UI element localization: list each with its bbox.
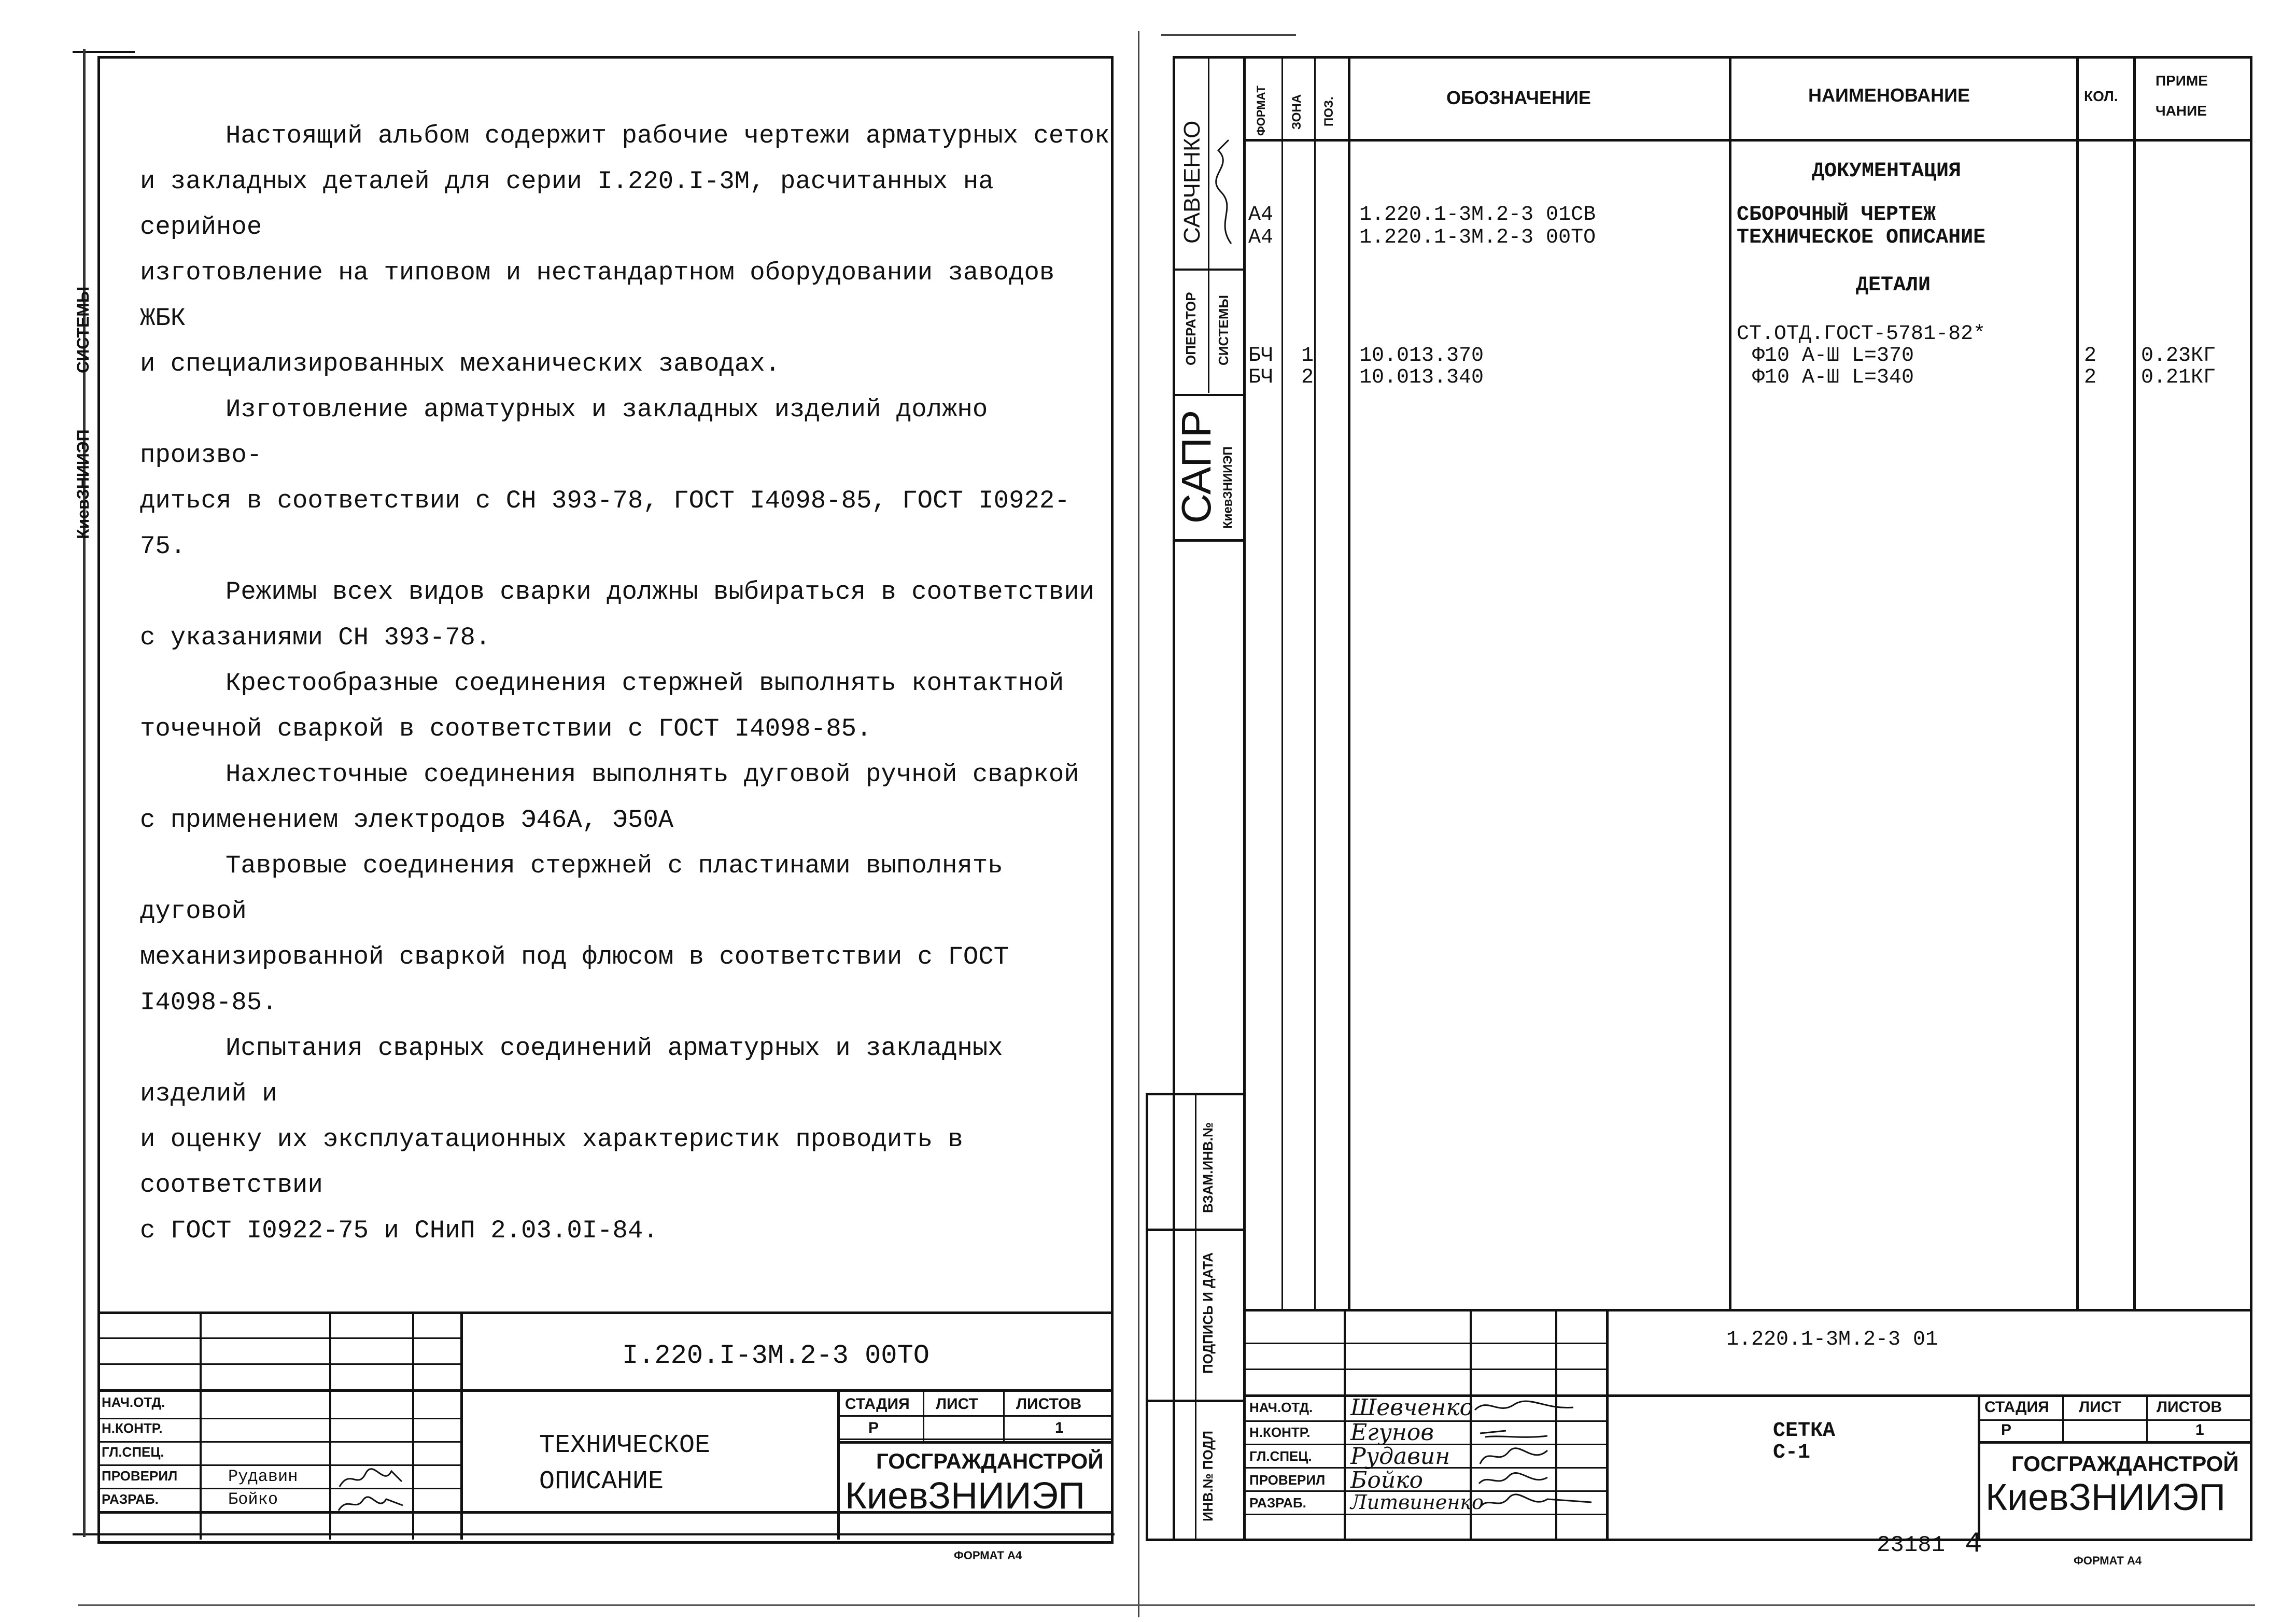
right-designation: 1.220.1-3М.2-3 01 [1726,1328,1938,1351]
left-format: ФОРМАТ А4 [954,1549,1022,1562]
hdr-note-1: ПРИМЕ [2156,73,2208,89]
spec-row-3-format: БЧ [1248,344,1274,368]
right-name-1: Шевченко [1350,1394,1474,1421]
spec-row-2-name: ТЕХНИЧЕСКОЕ ОПИСАНИЕ [1737,226,1986,249]
hdr-name: НАИМЕНОВАНИЕ [1808,84,1970,106]
left-designation: I.220.I-3М.2-3 00ТО [622,1341,929,1371]
hdr-qty: КОЛ. [2084,88,2118,104]
left-sheet-header: ЛИСТ [936,1395,978,1413]
spec-row-4-qty: 2 [2084,366,2097,389]
stamp-name: САВЧЕНКО [1179,120,1205,244]
spec-row-3-note: 0.23КГ [2141,344,2216,368]
right-role-5: РАЗРАБ. [1249,1495,1306,1511]
left-doc-title-2: ОПИСАНИЕ [539,1467,664,1497]
body-line: и оценку их эксплуатационных характеристик проводить в соответствии [140,1125,963,1200]
details-standard: СТ.ОТД.ГОСТ-5781-82* [1737,322,1986,346]
right-org-1: ГОСГРАЖДАНСТРОЙ [2011,1451,2239,1476]
spec-row-3-designation: 10.013.370 [1359,344,1484,368]
right-role-3: ГЛ.СПЕЦ. [1249,1448,1312,1464]
spec-row-4-pos: 2 [1301,366,1314,389]
stamp-system: СИСТЕМЫ [1216,295,1231,365]
body-line: Тавровые соединения стержней с пластинами выполнять дуговой [140,851,1003,926]
left-margin-word-2: СИСТЕМЫ [74,286,92,373]
spec-row-1-format: А4 [1248,203,1274,227]
right-signature-1 [1472,1394,1576,1419]
hdr-designation: ОБОЗНАЧЕНИЕ [1446,87,1591,108]
body-line: точечной сваркой в соответствии с ГОСТ I4098-85. [140,714,872,743]
right-sheet-frame [1173,56,2252,1541]
right-signature-5 [1475,1491,1594,1514]
right-stage: Р [2001,1421,2012,1438]
left-role-2: Н.КОНТР. [102,1420,163,1436]
right-signature-2 [1475,1420,1553,1443]
left-signature-rudavin [334,1466,407,1492]
right-role-1: НАЧ.ОТД. [1249,1400,1313,1415]
right-name-3: Рудавин [1350,1443,1450,1470]
stamp-inv-replace: ВЗАМ.ИНВ.№ [1200,1122,1216,1213]
body-line: диться в соответствии с СН 393-78, ГОСТ I4098-85, ГОСТ I0922-75. [140,486,1070,561]
right-role-2: Н.КОНТР. [1249,1424,1311,1440]
left-stage-header: СТАДИЯ [845,1395,910,1413]
body-line: Крестообразные соединения стержней выполнять контактной [226,669,1064,698]
left-org-1: ГОСГРАЖДАНСТРОЙ [876,1449,1104,1473]
body-line: механизированной сваркой под флюсом в соответствии с ГОСТ I4098-85. [140,942,1009,1017]
spec-row-2-designation: 1.220.1-3М.2-3 00ТО [1359,226,1596,249]
section-details: ДЕТАЛИ [1856,274,1931,297]
right-signature-4 [1475,1468,1553,1491]
left-stage: Р [868,1419,879,1436]
right-org-2: КиевЗНИИЭП [1985,1477,2225,1518]
right-stage-header: СТАДИЯ [1984,1399,2049,1416]
right-signature-3 [1475,1444,1553,1467]
spec-row-3-pos: 1 [1301,344,1314,368]
left-sheets: 1 [1055,1419,1064,1436]
right-sheet-header: ЛИСТ [2079,1399,2121,1416]
right-doc-title-2: С-1 [1773,1441,1811,1464]
body-line: с указаниями СН 393-78. [140,623,491,652]
stamp-org: КиевЗНИИЭП [1221,446,1235,529]
hdr-note-2: ЧАНИЕ [2156,103,2207,119]
left-doc-title-1: ТЕХНИЧЕСКОЕ [539,1431,711,1460]
body-line: Изготовление арматурных и закладных изделий должно произво- [140,395,988,470]
right-name-2: Егунов [1350,1419,1434,1446]
hdr-pos: ПОЗ. [1322,96,1336,126]
spec-row-1-name: СБОРОЧНЫЙ ЧЕРТЕЖ [1737,203,1936,227]
left-name-4: Рудавин [228,1467,298,1486]
left-role-3: ГЛ.СПЕЦ. [102,1444,164,1460]
page-number: 4 [1965,1527,1982,1560]
left-role-5: РАЗРАБ. [102,1491,159,1507]
spec-row-4-format: БЧ [1248,366,1274,389]
right-name-5: Литвиненко [1350,1491,1484,1514]
section-docs: ДОКУМЕНТАЦИЯ [1812,160,1962,183]
left-body-text [140,113,1115,1253]
right-name-4: Бойко [1350,1467,1423,1493]
body-line: и закладных деталей для серии I.220.I-3М, расчитанных на серийное [140,167,994,242]
body-line: Испытания сварных соединений арматурных и закладных изделий и [140,1034,1003,1108]
right-sheets-header: ЛИСТОВ [2157,1399,2222,1416]
stamp-sign-date: ПОДПИСЬ И ДАТА [1200,1252,1216,1374]
right-sheets: 1 [2195,1421,2204,1438]
body-line: с применением электродов Э46А, Э50А [140,806,674,835]
body-line: с ГОСТ I0922-75 и СНиП 2.03.0I-84. [140,1216,658,1245]
right-doc-title-1: СЕТКА [1773,1419,1836,1443]
stamp-signature [1210,135,1242,249]
body-line: Нахлесточные соединения выполнять дуговой ручной сваркой [226,760,1079,789]
right-role-4: ПРОВЕРИЛ [1249,1472,1326,1488]
left-signature-boyko [334,1491,407,1516]
left-role-4: ПРОВЕРИЛ [102,1468,178,1484]
spec-row-4-name: Ф10 А-Ш L=340 [1752,366,1914,389]
body-line: Настоящий альбом содержит рабочие чертежи арматурных сеток [226,121,1110,150]
left-org-2: КиевЗНИИЭП [845,1475,1085,1517]
left-role-1: НАЧ.ОТД. [102,1394,165,1410]
archive-number: 23181 [1877,1532,1946,1558]
body-line: Режимы всех видов сварки должны выбираться в соответствии [226,577,1095,607]
spec-row-2-format: А4 [1248,226,1274,249]
spec-row-3-name: Ф10 А-Ш L=370 [1752,344,1914,368]
hdr-zone: ЗОНА [1290,94,1304,130]
hdr-format: ФОРМАТ [1255,86,1267,136]
left-sheets-header: ЛИСТОВ [1016,1395,1082,1413]
right-format: ФОРМАТ А4 [2074,1554,2142,1567]
stamp-sapr: САПР [1173,410,1219,524]
body-line: изготовление на типовом и нестандартном оборудовании заводов ЖБК [140,258,1055,333]
spec-row-3-qty: 2 [2084,344,2097,368]
stamp-inv-orig: ИНВ.№ ПОДЛ [1200,1430,1216,1521]
spec-row-4-designation: 10.013.340 [1359,366,1484,389]
left-margin-word-1: КиевЗНИИЭП [74,429,92,539]
body-line: и специализированных механических заводах. [140,349,781,378]
left-name-5: Бойко [228,1490,278,1509]
stamp-operator: ОПЕРАТОР [1183,292,1199,365]
spec-row-1-designation: 1.220.1-3М.2-3 01СВ [1359,203,1596,227]
spec-row-4-note: 0.21КГ [2141,366,2216,389]
